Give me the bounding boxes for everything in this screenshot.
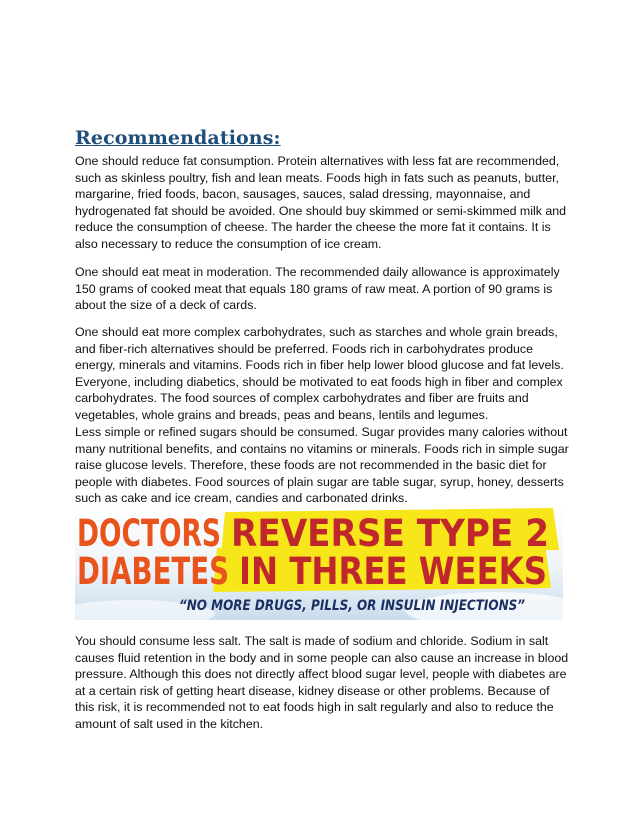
paragraph-carbohydrates: One should eat more complex carbohydrates, such as starches and whole grain breads, and fiber-rich alternatives should be preferred. Foods rich in carbohydrates produce energy, minerals and vitamins. Foods rich in fiber help lower blood glucose and fat levels. Everyone, including diabetics, should be motivated to eat foods high in fiber and complex carbohydrates. The food sources of complex carbohydrates and fiber are fruits and vegetables, whole grains and breads, peas and beans, lentils and legumes. <box>75 325 564 422</box>
paragraph-meat: One should eat meat in moderation. The recommended daily allowance is approximately 150 grams of cooked meat that equals 180 grams of raw meat. A portion of 90 grams is about the size of a deck of cards. <box>75 265 560 312</box>
paragraph-sugar: Less simple or refined sugars should be consumed. Sugar provides many calories without many nutritional benefits, and contains no vitamins or minerals. Foods rich in simple sugar raise glucose levels. Therefore, these foods are not recommended in the basic diet for people with diabetes. Food sources of plain sugar are table sugar, syrup, honey, desserts such as cake and ice cream, candies and carbonated drinks. <box>75 425 569 505</box>
banner-word-diabetes: DIABETES <box>77 550 229 593</box>
paragraph-salt: You should consume less salt. The salt is made of sodium and chloride. Sodium in salt causes fluid retention in the body and in some people can also cause an increase in blood pressure. Although this does not directly affect blood sugar level, people with diabetes are at a certain risk of getting heart disease, kidney disease or other problems. Because of this risk, it is recommended not to eat foods high in salt regularly and also to reduce the amount of salt used in the kitchen. <box>75 634 569 731</box>
banner-reverse-type-2: REVERSE TYPE 2 <box>231 512 549 555</box>
paragraph-fat: One should reduce fat consumption. Protein alternatives with less fat are recommended, such as skinless poultry, fish and lean meats. Foods high in fats such as peanuts, butter, margarine, fried foods, bacon, sausages, sauces, salad dressing, mayonnaise, and hydrogenated fat should be avoided. One should buy skimmed or semi-skimmed milk and reduce the consumption of cheese. The harder the cheese the more fat it contains. It is also necessary to reduce the consumption of ice cream. <box>75 154 567 251</box>
banner-in-three-weeks: IN THREE WEEKS <box>239 550 547 593</box>
banner-word-doctors: DOCTORS <box>77 512 221 555</box>
banner-subline: “NO MORE DRUGS, PILLS, OR INSULIN INJECTIONS” <box>179 598 525 614</box>
diabetes-banner-image <box>75 506 563 620</box>
section-heading: Recommendations: <box>75 127 281 149</box>
